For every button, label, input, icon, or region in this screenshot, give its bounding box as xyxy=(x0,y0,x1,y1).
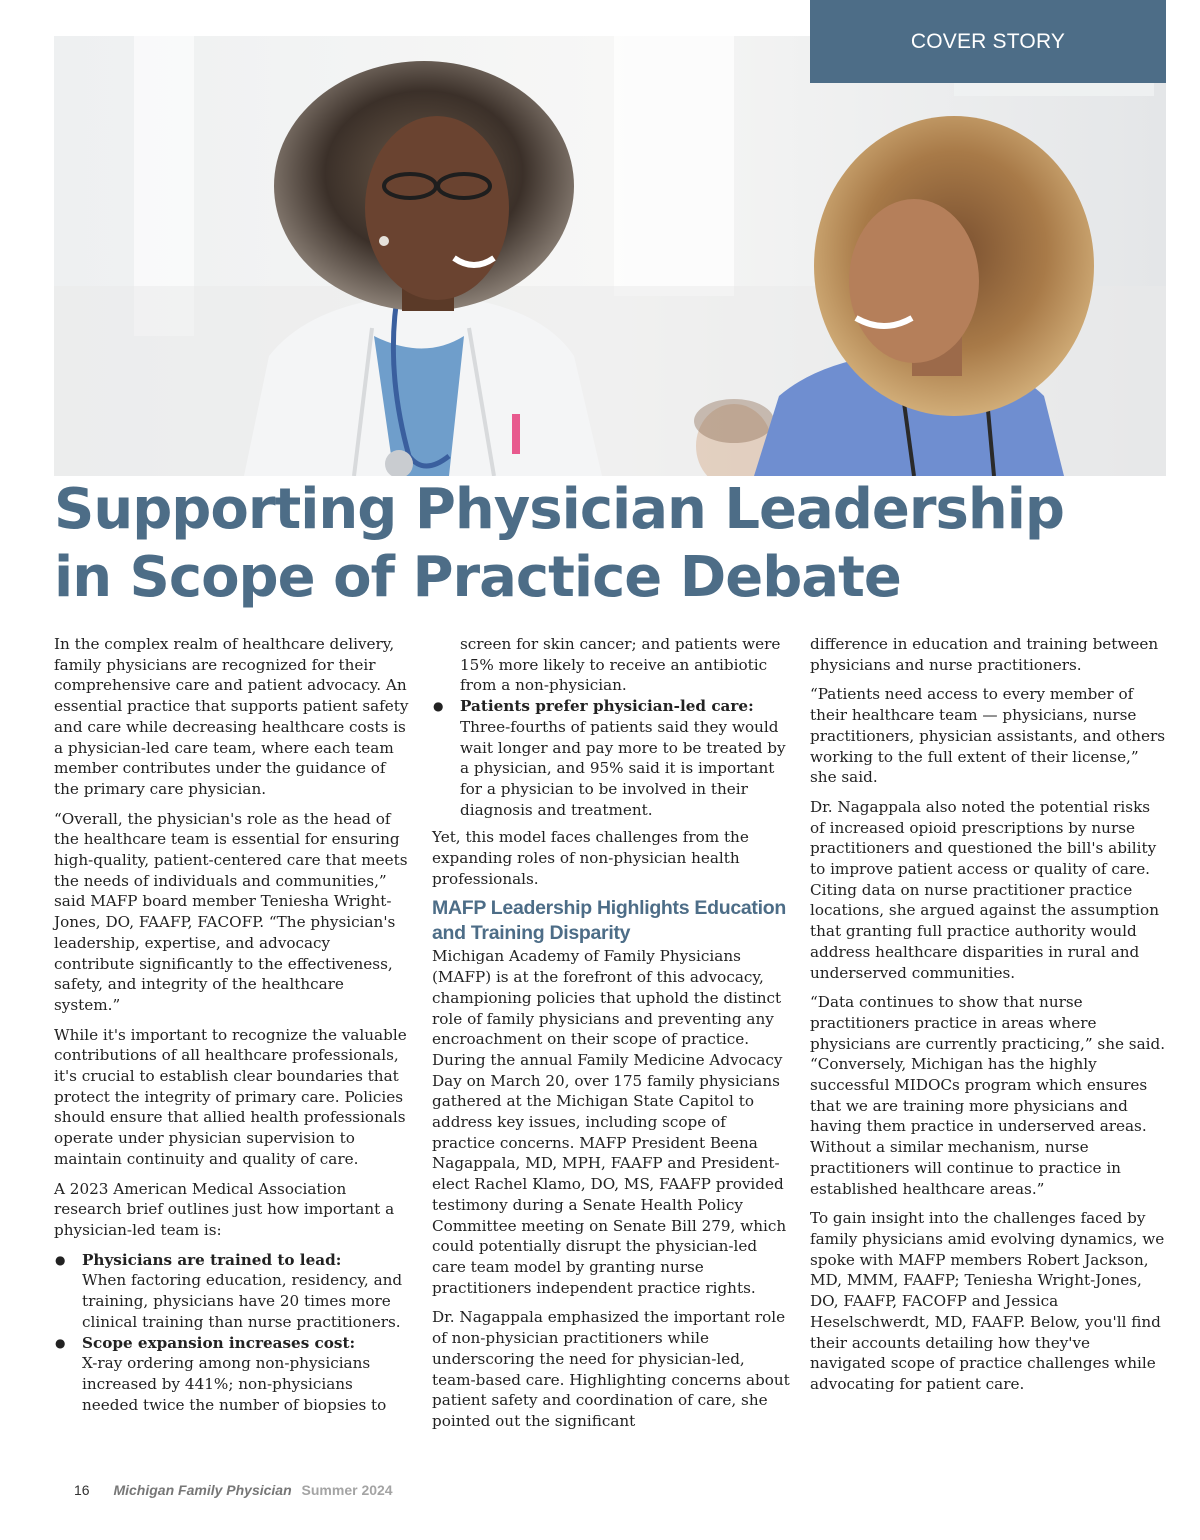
section-subhead: MAFP Leadership Highlights Education and Training Disparity xyxy=(432,897,786,945)
article-column-1 xyxy=(54,634,412,1422)
hero-photo xyxy=(54,36,1166,476)
hero-illustration xyxy=(54,36,1166,476)
list-item xyxy=(432,634,790,696)
paragraph: While it's important to recognize the valuable contributions of all healthcare professionals, it's crucial to establish clear boundaries that protect the integrity of primary care. Policies should ensure that allied health professionals operate under physician supervision to maintain continuity and quality of care. xyxy=(54,1025,407,1168)
article-column-2 xyxy=(432,634,790,1441)
section-tab: COVER STORY xyxy=(810,0,1166,83)
list-item xyxy=(54,1333,412,1416)
headline xyxy=(54,476,1166,612)
headline-line-1: Supporting Physician Leadership xyxy=(54,477,1064,542)
paragraph: Dr. Nagappala also noted the potential risks of increased opioid prescriptions by nurse practitioners and questioned the bill's ability to improve patient access or quality of care. Citing data on nurse practitioner practice locations, she argued against the assumption that granting full practice authority would address healthcare disparities in rural and underserved communities. xyxy=(810,797,1159,982)
bullet-text: screen for skin cancer; and patients were 15% more likely to receive an antibiotic from a non-physician. xyxy=(460,635,781,695)
paragraph: A 2023 American Medical Association research brief outlines just how important a physician-led team is: xyxy=(54,1179,395,1239)
paragraph: To gain insight into the challenges faced by family physicians amid evolving dynamics, we spoke with MAFP members Robert Jackson, MD, MMM, FAAFP; Teniesha Wright-Jones, DO, FAAFP, FACOFP and Jessica Heselschwerdt, MD, FAAFP. Below, you'll find their accounts detailing how they've navigated scope of practice challenges while advocating for patient care. xyxy=(810,1209,1165,1393)
bullet-title: Physicians are trained to lead: xyxy=(82,1250,342,1269)
findings-list-continued xyxy=(432,634,790,820)
paragraph: “Patients need access to every member of their healthcare team — physicians, nurse practitioners, physician assistants, and others working to the full extent of their license,” she said. xyxy=(810,685,1166,787)
bullet-text: X-ray ordering among non-physicians increased by 441%; non-physicians needed twice the number of biopsies to xyxy=(82,1354,387,1414)
magazine-title: Michigan Family Physician xyxy=(113,1482,292,1498)
page-footer xyxy=(74,1482,393,1498)
paragraph: difference in education and training between physicians and nurse practitioners. xyxy=(810,635,1159,674)
article-column-3 xyxy=(810,634,1168,1404)
bullet-text: When factoring education, residency, and training, physicians have 20 times more clinical training than nurse practitioners. xyxy=(82,1271,403,1331)
issue-label: Summer 2024 xyxy=(301,1482,393,1498)
paragraph: “Overall, the physician's role as the head of the healthcare team is essential for ensuring high-quality, patient-centered care that meets the needs of individuals and communities,” said MAFP board member Teniesha Wright-Jones, DO, FAAFP, FACOFP. “The physician's leadership, expertise, and advocacy contribute significantly to the effectiveness, safety, and integrity of the healthcare system.” xyxy=(54,809,408,1014)
bullet-title: Patients prefer physician-led care: xyxy=(460,697,754,716)
paragraph: Dr. Nagappala emphasized the important role of non-physician practitioners while underscoring the need for physician-led, team-based care. Highlighting concerns about patient safety and coordination of care, she pointed out the significant xyxy=(432,1308,790,1430)
list-item xyxy=(432,696,790,820)
paragraph: In the complex realm of healthcare delivery, family physicians are recognized for their comprehensive care and patient advocacy. An essential practice that supports patient safety and care while decreasing healthcare costs is a physician-led care team, where each team member contributes under the guidance of the primary care physician. xyxy=(54,635,409,798)
findings-list xyxy=(54,1250,412,1416)
list-item xyxy=(54,1250,412,1333)
bullet-text: Three-fourths of patients said they would wait longer and pay more to be treated by a physician, and 95% said it is important for a physician to be involved in their diagnosis and treatment. xyxy=(460,717,786,819)
headline-line-2: in Scope of Practice Debate xyxy=(54,545,901,610)
page-number: 16 xyxy=(74,1482,90,1498)
bullet-title: Scope expansion increases cost: xyxy=(82,1333,356,1352)
paragraph: Michigan Academy of Family Physicians (MAFP) is at the forefront of this advocacy, championing policies that uphold the distinct role of family physicians and preventing any encroachment on their scope of practice. During the annual Family Medicine Advocacy Day on March 20, over 175 family physicians gathered at the Michigan State Capitol to address key issues, including scope of practice concerns. MAFP President Beena Nagappala, MD, MPH, FAAFP and President-elect Rachel Klamo, DO, MS, FAAFP provided testimony during a Senate Health Policy Committee meeting on Senate Bill 279, which could potentially disrupt the physician-led care team model by granting nurse practitioners independent practice rights. xyxy=(432,947,787,1297)
paragraph: “Data continues to show that nurse practitioners practice in areas where physicians are currently practicing,” she said. “Conversely, Michigan has the highly successful MIDOCs program which ensures that we are training more physicians and having them practice in underserved areas. Without a similar mechanism, nurse practitioners will continue to practice in established healthcare areas.” xyxy=(810,993,1166,1198)
paragraph: Yet, this model faces challenges from the expanding roles of non-physician health professionals. xyxy=(432,828,749,888)
